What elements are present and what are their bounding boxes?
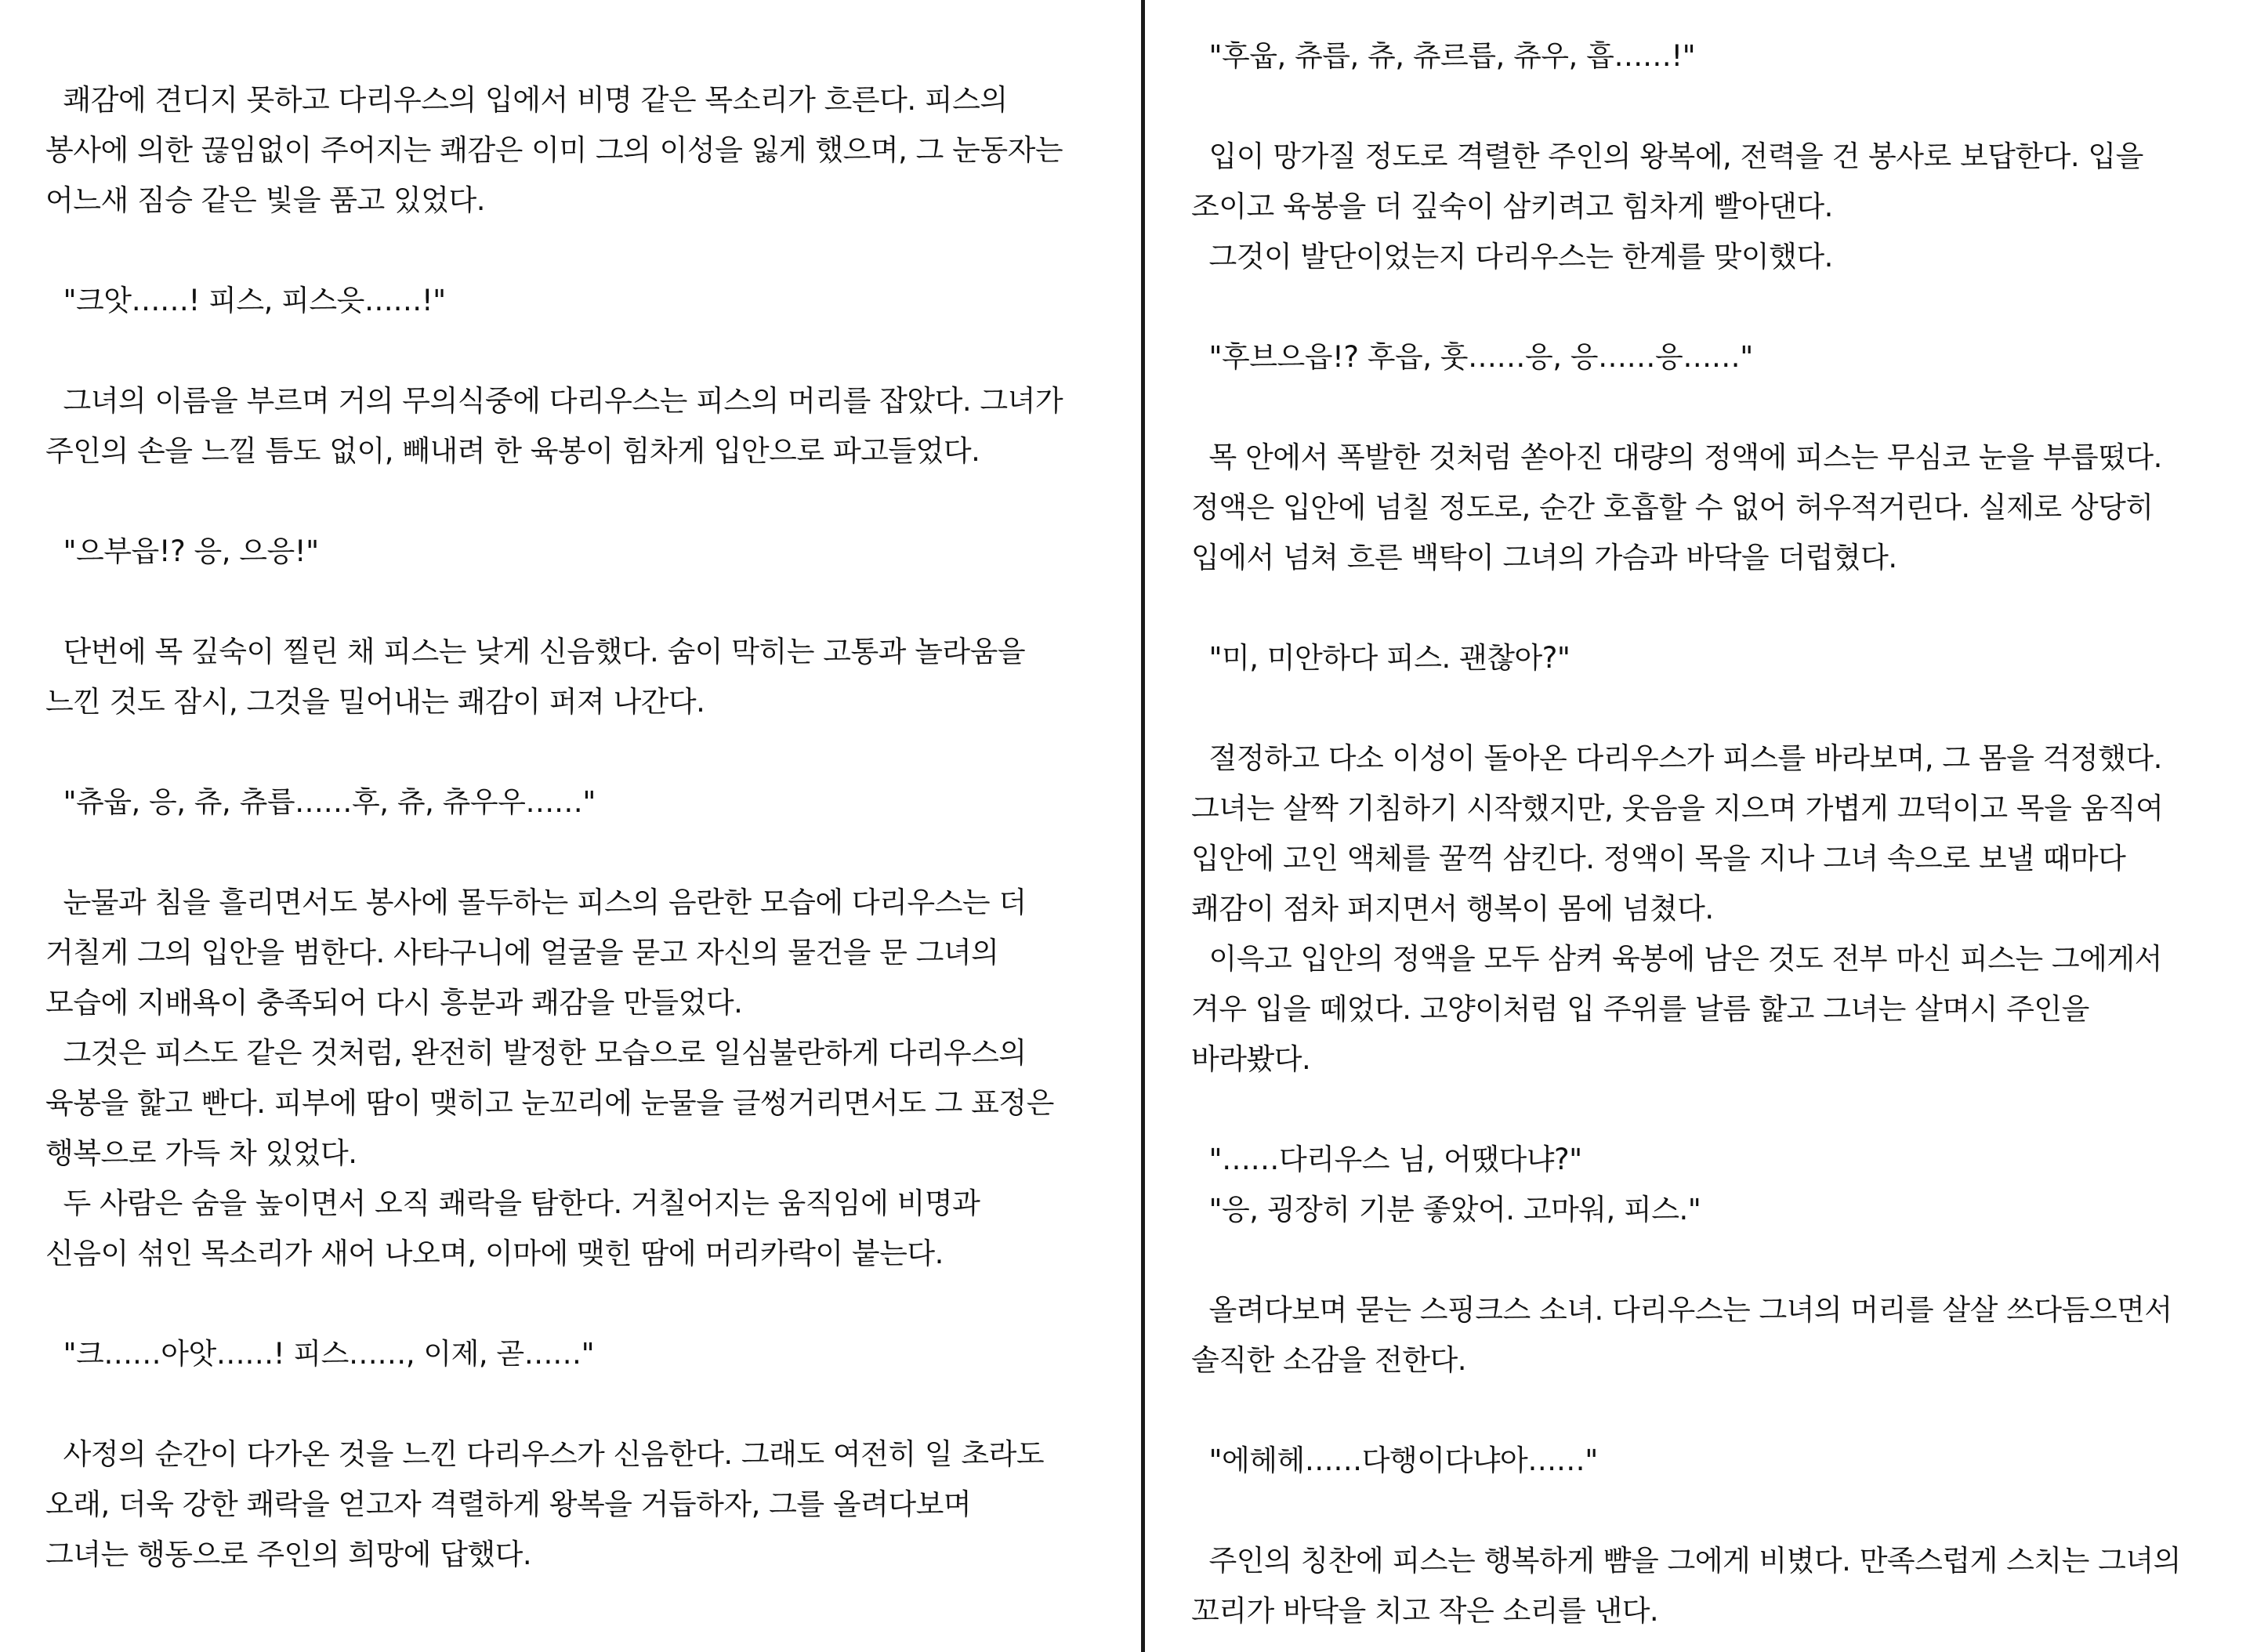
blank-line bbox=[45, 326, 1143, 376]
text-line: 쾌감에 견디지 못하고 다리우스의 입에서 비명 같은 목소리가 흐른다. 피스의 bbox=[45, 83, 1008, 117]
text-line: 거칠게 그의 입안을 범한다. 사타구니에 얼굴을 묻고 자신의 물건을 문 그녀의 bbox=[45, 936, 999, 969]
text-line: 모습에 지배욕이 충족되어 다시 흥분과 쾌감을 만들었다. bbox=[45, 986, 743, 1020]
blank-line bbox=[45, 577, 1143, 627]
text-line: "크앗……! 피스, 피스읏……!" bbox=[45, 284, 446, 317]
left-page-text bbox=[45, 75, 1143, 1580]
text-line: "……다리우스 님, 어땠다냐?" bbox=[1191, 1143, 1582, 1176]
page-divider bbox=[1141, 0, 1145, 1652]
text-line: 그것은 피스도 같은 것처럼, 완전히 발정한 모습으로 일심불란하게 다리우스의 bbox=[45, 1036, 1027, 1070]
text-line: "츄웁, 응, 츄, 츄릅……후, 츄, 츄우우……" bbox=[45, 785, 596, 819]
text-line: 그것이 발단이었는지 다리우스는 한계를 맞이했다. bbox=[1191, 240, 1833, 274]
text-line: 꼬리가 바닥을 치고 작은 소리를 낸다. bbox=[1191, 1594, 1659, 1628]
text-line: 그녀의 이름을 부르며 거의 무의식중에 다리우스는 피스의 머리를 잡았다. 그녀가 bbox=[45, 384, 1063, 418]
blank-line bbox=[45, 1279, 1143, 1329]
text-line: 이윽고 입안의 정액을 모두 삼켜 육봉에 남은 것도 전부 마신 피스는 그에게서 bbox=[1191, 942, 2162, 976]
text-line: 목 안에서 폭발한 것처럼 쏟아진 대량의 정액에 피스는 무심코 눈을 부릅떴다. bbox=[1191, 440, 2162, 474]
text-line: 육봉을 핥고 빤다. 피부에 땀이 맺히고 눈꼬리에 눈물을 글썽거리면서도 그 표정은 bbox=[45, 1086, 1054, 1120]
text-line: 입이 망가질 정도로 격렬한 주인의 왕복에, 전력을 건 봉사로 보답한다. 입을 bbox=[1191, 139, 2143, 173]
right-page bbox=[1146, 0, 2257, 1652]
blank-line bbox=[1191, 1386, 2257, 1436]
blank-line bbox=[45, 727, 1143, 777]
blank-line bbox=[45, 1379, 1143, 1429]
blank-line bbox=[1191, 1085, 2257, 1135]
text-line: 쾌감이 점차 퍼지면서 행복이 몸에 넘쳤다. bbox=[1191, 892, 1714, 926]
text-line: 바라봤다. bbox=[1191, 1042, 1311, 1076]
blank-line bbox=[1191, 282, 2257, 332]
blank-line bbox=[1191, 1486, 2257, 1536]
text-line: 봉사에 의한 끊임없이 주어지는 쾌감은 이미 그의 이성을 잃게 했으며, 그 눈동자는 bbox=[45, 133, 1063, 167]
text-line: "미, 미안하다 피스. 괜찮아?" bbox=[1191, 641, 1570, 675]
text-line: 절정하고 다소 이성이 돌아온 다리우스가 피스를 바라보며, 그 몸을 걱정했다. bbox=[1191, 741, 2162, 775]
text-line: 눈물과 침을 흘리면서도 봉사에 몰두하는 피스의 음란한 모습에 다리우스는 더 bbox=[45, 886, 1027, 919]
text-line: "에헤헤……다행이다냐아……" bbox=[1191, 1444, 1598, 1477]
text-line: 주인의 칭찬에 피스는 행복하게 뺨을 그에게 비볐다. 만족스럽게 스치는 그녀의 bbox=[1191, 1544, 2181, 1578]
blank-line bbox=[45, 226, 1143, 276]
text-line: 신음이 섞인 목소리가 새어 나오며, 이마에 맺힌 땀에 머리카락이 붙는다. bbox=[45, 1237, 944, 1270]
blank-line bbox=[1191, 683, 2257, 734]
blank-line bbox=[1191, 1235, 2257, 1285]
text-line: 정액은 입안에 넘칠 정도로, 순간 호흡할 수 없어 허우적거린다. 실제로 상당히 bbox=[1191, 491, 2154, 524]
text-line: 솔직한 소감을 전한다. bbox=[1191, 1343, 1466, 1377]
blank-line bbox=[1191, 583, 2257, 633]
text-line: 입에서 넘쳐 흐른 백탁이 그녀의 가슴과 바닥을 더럽혔다. bbox=[1191, 541, 1897, 574]
text-line: 겨우 입을 떼었다. 고양이처럼 입 주위를 날름 핥고 그녀는 살며시 주인을 bbox=[1191, 992, 2089, 1026]
text-line: 그녀는 행동으로 주인의 희망에 답했다. bbox=[45, 1538, 532, 1571]
text-line: 조이고 육봉을 더 깊숙이 삼키려고 힘차게 빨아댄다. bbox=[1191, 190, 1833, 223]
text-line: 그녀는 살짝 기침하기 시작했지만, 웃음을 지으며 가볍게 끄덕이고 목을 움직여 bbox=[1191, 792, 2164, 825]
blank-line bbox=[45, 828, 1143, 878]
blank-line bbox=[1191, 82, 2257, 132]
text-line: 사정의 순간이 다가온 것을 느낀 다리우스가 신음한다. 그래도 여전히 일 초라도 bbox=[45, 1437, 1045, 1471]
text-line: 단번에 목 깊숙이 찔린 채 피스는 낮게 신음했다. 숨이 막히는 고통과 놀라움을 bbox=[45, 635, 1026, 668]
text-line: 느낀 것도 잠시, 그것을 밀어내는 쾌감이 퍼져 나간다. bbox=[45, 685, 705, 719]
text-line: "후브으읍!? 후읍, 훗……응, 응……응……" bbox=[1191, 340, 1753, 374]
text-line: 행복으로 가득 차 있었다. bbox=[45, 1136, 357, 1170]
text-line: 어느새 짐승 같은 빛을 품고 있었다. bbox=[45, 183, 485, 217]
text-line: 올려다보며 묻는 스핑크스 소녀. 다리우스는 그녀의 머리를 살살 쓰다듬으면서 bbox=[1191, 1293, 2172, 1327]
text-line: "후웁, 츄릅, 츄, 츄르릅, 츄우, 흡……!" bbox=[1191, 39, 1696, 73]
text-line: 두 사람은 숨을 높이면서 오직 쾌락을 탐한다. 거칠어지는 움직임에 비명과 bbox=[45, 1186, 980, 1220]
text-line: "으부읍!? 응, 으응!" bbox=[45, 534, 319, 568]
blank-line bbox=[1191, 382, 2257, 433]
blank-line bbox=[45, 476, 1143, 527]
text-line: "응, 굉장히 기분 좋았어. 고마워, 피스." bbox=[1191, 1193, 1701, 1226]
text-line: 오래, 더욱 강한 쾌락을 얻고자 격렬하게 왕복을 거듭하자, 그를 올려다보며 bbox=[45, 1487, 972, 1521]
right-page-text bbox=[1191, 31, 2257, 1636]
text-line: 입안에 고인 액체를 꿀꺽 삼킨다. 정액이 목을 지나 그녀 속으로 보낼 때마다 bbox=[1191, 842, 2126, 875]
text-line: 주인의 손을 느낄 틈도 없이, 빼내려 한 육봉이 힘차게 입안으로 파고들었다. bbox=[45, 434, 980, 468]
text-line: "크……아앗……! 피스……, 이제, 곧……" bbox=[45, 1337, 595, 1371]
